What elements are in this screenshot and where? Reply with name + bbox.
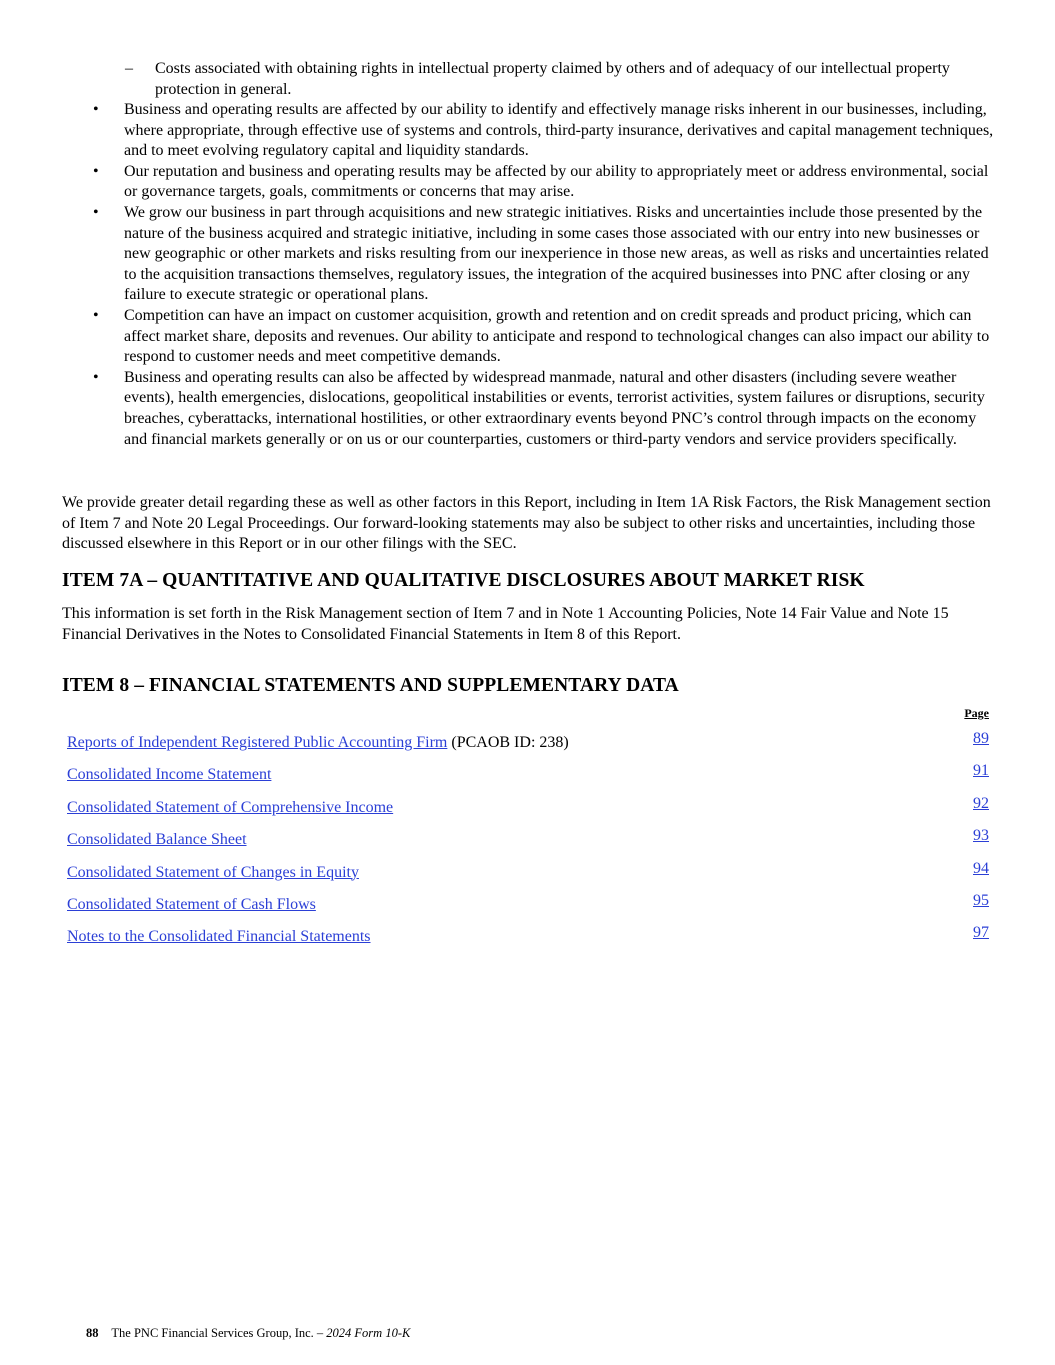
toc-entry (67, 928, 371, 946)
bullet-text: Business and operating results are affected by our ability to identify and effectively manage risks inherent in our businesses, including, where appropriate, through effective use of systems and controls, third-party insurance, derivatives and capital management techniques, and to meet evolving regulatory capital and liquidity standards. (124, 101, 994, 160)
toc-entry (67, 896, 316, 914)
toc-page-link[interactable]: 94 (973, 859, 989, 877)
table-row (62, 759, 989, 791)
page-column-header: Page (964, 706, 989, 720)
list-item (93, 368, 999, 450)
toc-page-link[interactable]: 89 (973, 730, 989, 747)
toc-link-changes-in-equity[interactable]: Consolidated Statement of Changes in Equity (67, 863, 359, 881)
toc-entry (67, 831, 247, 849)
sub-bullet-text: Costs associated with obtaining rights in intellectual property claimed by others and of adequacy of our intellectual property protection in general. (155, 60, 950, 98)
toc-link-cash-flows[interactable]: Consolidated Statement of Cash Flows (67, 895, 316, 913)
toc-entry (67, 799, 393, 817)
footer-company: The PNC Financial Services Group, Inc. – (111, 1326, 324, 1340)
bullet-marker: • (93, 101, 99, 118)
footer-form: 2024 Form 10-K (326, 1326, 411, 1340)
toc-page-link[interactable]: 91 (973, 762, 989, 780)
risk-bullet-list (93, 100, 999, 450)
toc-page-link[interactable]: 92 (973, 794, 989, 812)
toc-entry (67, 766, 271, 784)
table-row (62, 824, 989, 856)
dash-marker: – (125, 60, 133, 77)
bullet-text: Competition can have an impact on customer acquisition, growth and retention and on credit spreads and product pricing, which can affect market share, deposits and revenues. Our ability to anticipate and respond to technological changes can also impact our ability to respond to customer needs and meet competitive demands. (124, 306, 990, 366)
toc-entry-suffix: (PCAOB ID: 238) (447, 734, 569, 751)
bullet-marker: • (93, 368, 99, 386)
toc-entry (67, 734, 569, 752)
bullet-text: Our reputation and business and operating results may be affected by our ability to appropriately meet or address environmental, social or governance targets, goals, commitments or concerns that may arise. (124, 162, 989, 201)
toc-page-link[interactable]: 93 (973, 827, 989, 845)
toc-entry (67, 864, 359, 882)
item-7a-heading: ITEM 7A – QUANTITATIVE AND QUALITATIVE DISCLOSURES ABOUT MARKET RISK (62, 570, 865, 591)
toc-page-link[interactable]: 95 (973, 891, 989, 909)
table-row (62, 921, 989, 953)
table-row (62, 889, 989, 921)
list-item (93, 100, 999, 162)
table-row (62, 727, 989, 759)
toc-link-auditor-reports[interactable]: Reports of Independent Registered Public Accounting Firm (67, 734, 448, 751)
table-row (62, 857, 989, 889)
toc-link-notes[interactable]: Notes to the Consolidated Financial Statements (67, 928, 371, 946)
detail-paragraph: We provide greater detail regarding these as well as other factors in this Report, including in Item 1A Risk Factors, the Risk Management section of Item 7 and Note 20 Legal Proceedings. Our forward-looking statements may also be subject to other risks and uncertainties, including those discussed elsewhere in this Report or in our other filings with the SEC. (62, 494, 991, 553)
financial-statements-index (62, 705, 989, 954)
toc-page-link[interactable]: 97 (973, 924, 989, 942)
list-item (93, 203, 999, 306)
toc-link-comprehensive-income[interactable]: Consolidated Statement of Comprehensive Income (67, 798, 394, 816)
toc-link-balance-sheet[interactable]: Consolidated Balance Sheet (67, 831, 247, 849)
page-footer (86, 1326, 410, 1341)
bullet-marker: • (93, 162, 99, 180)
item-7a-text: This information is set forth in the Risk Management section of Item 7 and in Note 1 Accounting Policies, Note 14 Fair Value and Note 15 Financial Derivatives in the Notes to Consolidated Financial Statements in Item 8 of this Report. (62, 605, 949, 643)
table-row (62, 792, 989, 824)
bullet-text: Business and operating results can also be affected by widespread manmade, natural and other disasters (including severe weather events), health emergencies, dislocations, geopolitical instabilities or events, terrorist activities, system failures or disruptions, security breaches, cyberattacks, international hostilities, or other extraordinary events beyond PNC’s control through impacts on the economy and financial markets generally or on us or our counterparties, customers or third-party vendors and service providers specifically. (124, 368, 985, 448)
list-item (93, 162, 999, 203)
bullet-text: We grow our business in part through acquisitions and new strategic initiatives. Risks and uncertainties include those presented by the nature of the business acquired and strategic initiative, including in some cases those associated with our entry into new businesses or new geographic or other markets and risks resulting from our inexperience in those new areas, as well as risks and uncertainties related to the acquisition transactions themselves, regulatory issues, the integration of the acquired businesses into PNC after closing or any failure to execute strategic or operational plans. (124, 203, 989, 304)
list-item (93, 306, 999, 368)
item-8-heading: ITEM 8 – FINANCIAL STATEMENTS AND SUPPLEMENTARY DATA (62, 675, 679, 696)
bullet-marker: • (93, 203, 99, 221)
footer-page-number: 88 (86, 1326, 99, 1340)
sub-bullet-item (125, 59, 985, 100)
toc-link-income-statement[interactable]: Consolidated Income Statement (67, 766, 272, 784)
bullet-marker: • (93, 306, 99, 324)
